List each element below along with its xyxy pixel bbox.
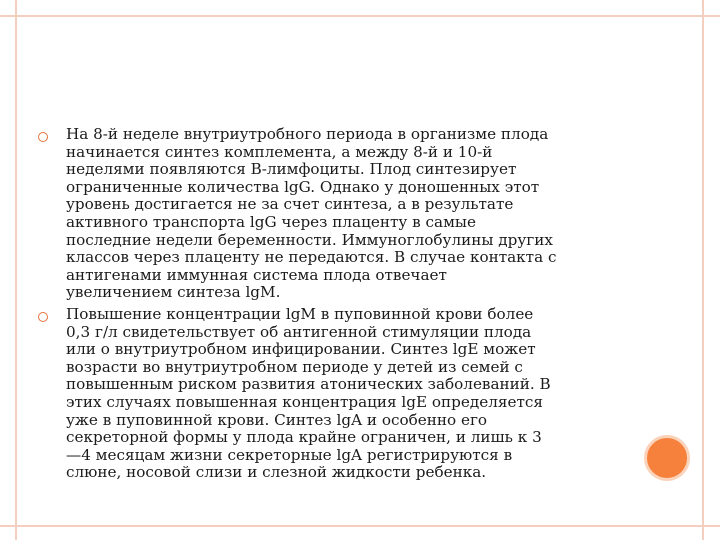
frame-line-bottom	[0, 525, 720, 527]
bullet-item	[38, 126, 618, 302]
bullet-text: Повышение концентрации lgM в пуповинной крови более 0,3 г/л свидетельствует об антигенной стимуляции плода или о внутриутробном инфицировании. Синтез lgE может возрасти во внутриутробном периоде у детей из семей с повышенным риском развития атонических заболеваний. В этих случаях повышенная концентрация lgE определяется уже в пуповинной крови. Синтез lgA и особенно его секреторной формы у плода крайне ограничен, и лишь к 3 —4 месяцам жизни секреторные lgA регистрируются в слюне, носовой слизи и слезной жидкости ребенка.	[66, 304, 551, 482]
bullet-ring-icon	[38, 132, 48, 142]
bullet-ring-icon	[38, 312, 48, 322]
bullet-text: На 8-й неделе внутриутробного периода в организме плода начинается синтез комплемента, а между 8-й и 10-й неделями появляются В-лимфоциты. Плод синтезирует ограниченные количества lgG. Однако у доношенных этот уровень достигается не за счет синтеза, а в результате активного транспорта lgG через плаценту в самые последние недели беременности. Иммуноглобулины других классов через плаценту не передаются. В случае контакта с антигенами иммунная система плода отвечает увеличением синтеза lgM.	[66, 125, 557, 302]
slide-content	[38, 126, 618, 486]
frame-line-top	[0, 15, 720, 17]
frame-line-left	[15, 0, 17, 540]
bullet-item	[38, 306, 618, 482]
frame-line-right	[702, 0, 704, 540]
decorative-circle-icon	[644, 435, 690, 481]
